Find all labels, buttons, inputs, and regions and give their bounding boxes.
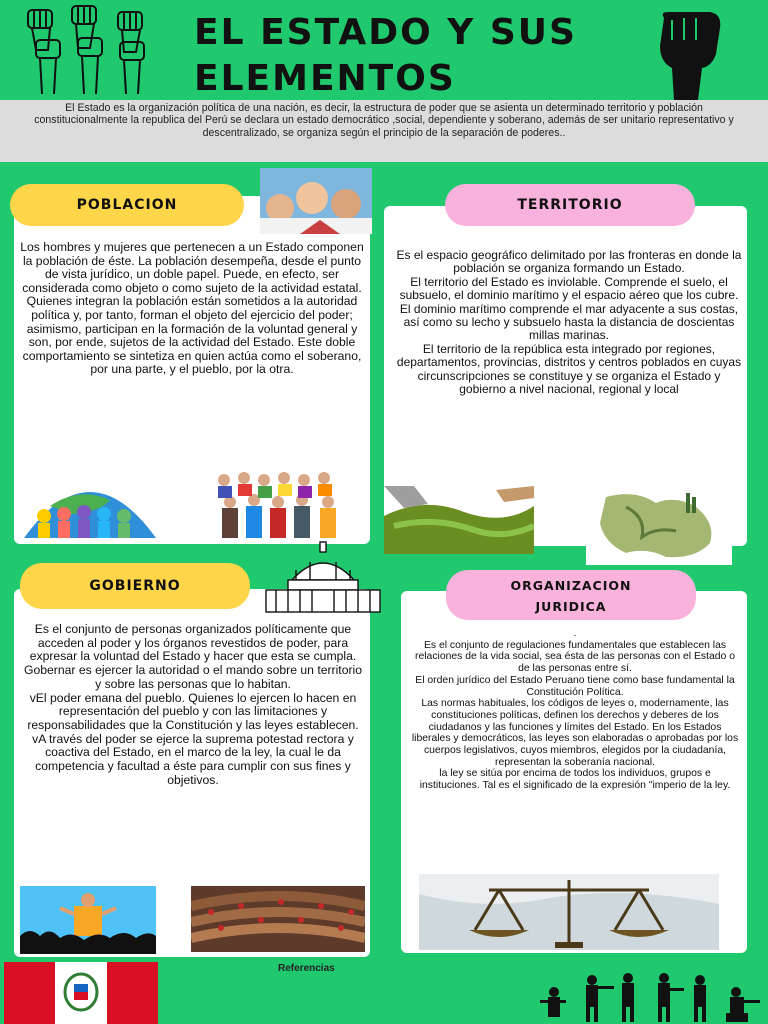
poblacion-paragraph: Los hombres y mujeres que pertenecen a un Estado componen la población de éste. La población desempeña, desde el punto de vista jurídico, un doble papel. Puede, en efecto, ser considerada como objeto o como sujeto de la actividad estatal. <box>20 240 364 295</box>
territorio-paragraph: Es el espacio geográfico delimitado por las fronteras en donde la población se organiza formando un Estado. <box>396 248 742 276</box>
references-label: Referencias <box>278 963 335 974</box>
page-title <box>194 10 634 102</box>
territorio-paragraph: El territorio de la república esta integrado por regiones, departamentos, provincias, distritos y centros poblados en cuyas circunscripciones se constituye y se organiza el Estado y gobierno a nivel nacional, regional y local <box>396 341 742 397</box>
territorio-text <box>396 249 742 396</box>
congress-hall-photo <box>191 886 365 952</box>
globe-people-image <box>20 466 160 538</box>
juridica-heading <box>446 570 696 620</box>
politician-crowd-illustration <box>20 886 156 954</box>
scales-of-justice-photo <box>419 874 719 950</box>
raised-fist-icon <box>650 10 730 102</box>
juridica-text <box>408 628 742 792</box>
raised-fists-illustration <box>22 4 162 96</box>
peru-flag-icon <box>4 962 158 1024</box>
juridica-paragraph: El orden jurídico del Estado Peruano tiene como base fundamental la Constitución Política. <box>415 674 735 698</box>
juridica-heading-line-2: JURIDICA <box>535 599 607 614</box>
territorio-paragraph: El territorio del Estado es inviolable. Comprende el suelo, el subsuelo, el dominio marítimo y el espacio aéreo que los cubre. El dominio marítimo comprende el mar adyacente a sus costas, así como su lecho y subsuelo hasta la distancia de doscientas millas marinas. <box>399 274 739 343</box>
poblacion-paragraph: Quienes integran la población están sometidos a la autoridad política y, por tanto, forman el objeto del ejercicio del poder; asimismo, participan en la formación de la voluntad general y son, por ende, sujetos de la actividad del Estado. Este doble comportamiento se sintetiza en quien actúa como el soberano, por una parte, y el pueblo, por la otra. <box>22 294 362 377</box>
capitol-building-icon <box>262 540 384 616</box>
soldiers-silhouette-icon <box>540 966 762 1022</box>
gobierno-paragraph: vA través del poder se ejerce la suprema potestad rectora y coactiva del Estado, en el marco de la ley, la cual le da competencia y facultad a éste para cumplir con sus fines y objetivos. <box>32 731 354 787</box>
poblacion-heading: POBLACION <box>10 184 244 226</box>
juridica-paragraph: Las normas habituales, los códigos de leyes o, modernamente, las constituciones políticas, definen los derechos y deberes de los ciudadanos y las funciones y límites del Estado. En los Estados liberales y democráticos, las leyes son elaboradas o aprobadas por los cuerpos legislativos, cuyos miembros, elegidos por la ciudadanía, representan la soberanía nacional. <box>411 698 739 768</box>
poblacion-text <box>16 241 368 377</box>
gobierno-heading: GOBIERNO <box>20 563 250 609</box>
group-people-photo <box>210 468 348 538</box>
juridica-paragraph: . <box>573 628 577 639</box>
crowd-photo <box>260 168 372 234</box>
intro-paragraph: El Estado es la organización política de una nación, es decir, la estructura de poder que se asienta un determinado territorio y población <box>65 102 703 114</box>
juridica-heading-line-1: ORGANIZACION <box>510 578 632 593</box>
gobierno-paragraph: vEl poder emana del pueblo. Quienes lo ejercen lo hacen en representación del pueblo y con las limitaciones y responsabilidades que la Constitución y las leyes establecen. <box>27 690 359 732</box>
title-line-2: ELEMENTOS <box>194 58 456 99</box>
peru-map-image <box>586 487 732 565</box>
intro-paragraph: constitucionalmente la republica del Perú se declara un estado democrático ,social, dependiente y soberano, además de ser unitario representativo y descentralizado, se organiza según el principio de la separación de poderes.. <box>34 114 734 139</box>
intro-banner <box>0 100 768 162</box>
territorio-heading: TERRITORIO <box>445 184 695 226</box>
juridica-paragraph: la ley se sitúa por encima de todos los individuos, grupos e instituciones. Tal es el significado de la expresión "imperio de la ley. <box>419 768 731 792</box>
gobierno-paragraph: Es el conjunto de personas organizados políticamente que acceden al poder y los órganos revestidos de poder, para expresar la voluntad del Estado y hacer que esta se cumpla. Gobernar es ejercer la autoridad o el mando sobre un territorio y sobre las personas que lo habitan. <box>23 622 363 691</box>
gobierno-text <box>20 623 366 787</box>
title-line-1: EL ESTADO Y SUS <box>194 12 577 53</box>
juridica-paragraph: Es el conjunto de regulaciones fundamentales que establecen las relaciones de la vida social, sea ésta de las personas con el Estado o de las personas entre sí. <box>415 639 735 675</box>
land-in-hands-image <box>384 486 534 554</box>
